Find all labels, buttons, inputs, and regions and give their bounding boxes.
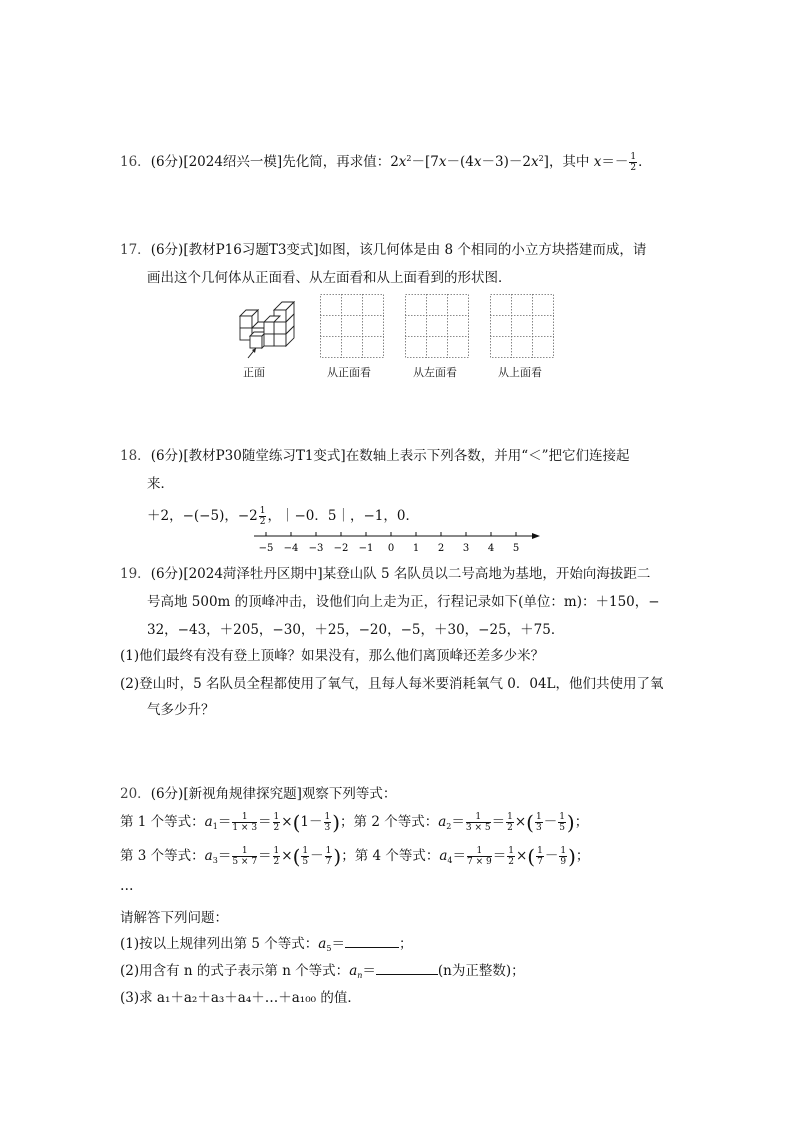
cube-stack-figure: [236, 298, 308, 362]
figure-caption: 从左面看: [413, 366, 457, 379]
question-number: 19．: [120, 566, 151, 582]
source-tag: [教材P30随堂练习T1变式]: [183, 448, 346, 464]
equation-label: 第 1 个等式：: [120, 814, 205, 830]
ellipsis: …: [120, 878, 134, 894]
source-tag: [新视角规律探究题]: [183, 786, 302, 802]
question-number: 18．: [120, 448, 151, 464]
number-line-tick-label: 2: [437, 543, 445, 554]
source-tag: [教材P16习题T3变式]: [183, 242, 319, 258]
number-line-tick-label: 1: [412, 543, 420, 554]
score: (6分): [150, 448, 184, 464]
question-18-line-1: [120, 444, 630, 464]
question-16-line: 16．(6分)[2024绍兴一模]先化简，再求值：$2x^2-[7x-(4x-3)-2x^2]$，其中 x＝－ $\frac{1}{2}$ ．: [120, 152, 652, 173]
question-number: 16．: [120, 154, 151, 170]
question-17-line-1: [120, 238, 646, 258]
number-line-tick-label: −4: [283, 543, 299, 554]
number-line-tick-label: 5: [512, 543, 520, 554]
figure-caption: 从上面看: [498, 366, 542, 379]
answer-prompt: 请解答下列问题：: [120, 910, 228, 926]
left-view-grid: [405, 294, 471, 360]
equation-label: 第 2 个等式：: [353, 814, 439, 830]
source-tag: [2024绍兴一模]: [183, 154, 283, 170]
question-text: 先化简，再求值：: [282, 154, 391, 170]
sub-question-1: (1)他们最终有没有登上顶峰？如果没有，那么他们离顶峰还差多少米？: [120, 648, 545, 664]
sub-question-text: (2)用含有 n 的式子表示第 n 个等式：: [120, 963, 350, 979]
question-text: 如图，该几何体是由 8 个相同的小立方块搭建而成，请: [318, 242, 647, 258]
number-line-tick-label: −5: [258, 543, 274, 554]
answer-blank[interactable]: [345, 935, 399, 948]
sub-question-note: (n为正整数)；: [437, 963, 525, 979]
question-number: 17．: [120, 242, 151, 258]
equation-row-1: 第 1 个等式：$a_1=$ $\frac{1}{1 \times 3}$ ＝ $\frac{1}{2}$ ×(1－ $\frac{1}{3}$ )；第 2 个等式：$a_2=$ $\frac{1}{3 \times 5}$ ＝ $\frac{1}{2}$ ×( $\frac{1}{3}$ － $\frac{1}{5}$ )；: [120, 810, 589, 835]
number-line-tick-label: 4: [487, 543, 495, 554]
question-19-line-1: [120, 562, 650, 582]
score: (6分): [150, 242, 184, 258]
question-text: 在数轴上表示下列各数，并用“＜”把它们连接起: [345, 448, 630, 464]
number-list: [147, 504, 419, 527]
number-line-tick-label: −3: [308, 543, 324, 554]
equation-row-2: 第 3 个等式：$a_3=$ $\frac{1}{5 \times 7}$ ＝ $\frac{1}{2}$ ×( $\frac{1}{5}$ － $\frac{1}{7}$ )；第 4 个等式：$a_4=$ $\frac{1}{7 \times 9}$ ＝ $\frac{1}{2}$ ×( $\frac{1}{7}$ － $\frac{1}{9}$ )；: [120, 844, 590, 869]
question-19-line-2: 号高地 500m 的顶峰冲击，设他们向上走为正，行程记录如下(单位：m)：＋150，−: [147, 594, 660, 610]
source-tag: [2024菏泽牡丹区期中]: [183, 566, 323, 582]
number-line: [252, 528, 544, 558]
sub-question-3: (3)求 a₁＋a₂＋a₃＋a₄＋…＋a₁₀₀ 的值．: [120, 990, 361, 1006]
fraction: $\frac{1}{2}$: [630, 152, 637, 173]
question-19-line-3: 32，−43，＋205，−30，＋25，−20，−5，＋30，−25，＋75．: [147, 622, 565, 638]
figure-caption: 从正面看: [327, 366, 371, 379]
question-20-line-1: [120, 782, 396, 802]
equation-label: 第 4 个等式：: [354, 848, 440, 864]
sub-question-text: (1)按以上规律列出第 5 个等式：: [120, 936, 319, 952]
number-list-part: ，｜−0．5｜，−1，0．: [267, 508, 419, 524]
question-text: ，其中: [548, 154, 590, 170]
answer-blank[interactable]: [376, 962, 438, 975]
score: (6分): [150, 566, 184, 582]
top-view-grid: [490, 294, 556, 360]
number-list-part: ＋2，−(−5)，−2: [147, 508, 258, 524]
figure-caption: 正面: [243, 366, 265, 379]
number-line-tick-label: −1: [358, 543, 374, 554]
front-view-grid: [320, 294, 386, 360]
equation-label: 第 3 个等式：: [120, 848, 205, 864]
number-line-arrow: [532, 533, 540, 539]
number-line-tick-label: 3: [462, 543, 470, 554]
question-number: 20．: [120, 786, 151, 802]
score: (6分): [150, 786, 184, 802]
question-17-line-2: 画出这个几何体从正面看、从左面看和从上面看到的形状图．: [147, 270, 512, 286]
period: ．: [638, 154, 652, 170]
sub-question-2: (2)登山时，5 名队员全程都使用了氧气，且每人每米要消耗氧气 0．04L，他们共使用了氧: [120, 676, 664, 692]
sub-question-2: (2)用含有 n 的式子表示第 n 个等式：$a_n= (n$为正整数)；: [120, 963, 525, 980]
fraction: $\frac{1}{2}$: [259, 506, 266, 527]
sub-question-1: (1)按以上规律列出第 5 个等式：$a_5=$ ；: [120, 936, 413, 953]
question-text: 观察下列等式：: [301, 786, 397, 802]
number-line-tick-label: 0: [387, 543, 395, 554]
question-text: 某登山队 5 名队员以二号高地为基地，开始向海拔距二: [322, 566, 651, 582]
question-18-line-2: 来．: [147, 476, 174, 492]
sub-question-2-cont: 气多少升？: [147, 702, 215, 718]
score: (6分): [150, 154, 184, 170]
number-line-tick-label: −2: [333, 543, 349, 554]
